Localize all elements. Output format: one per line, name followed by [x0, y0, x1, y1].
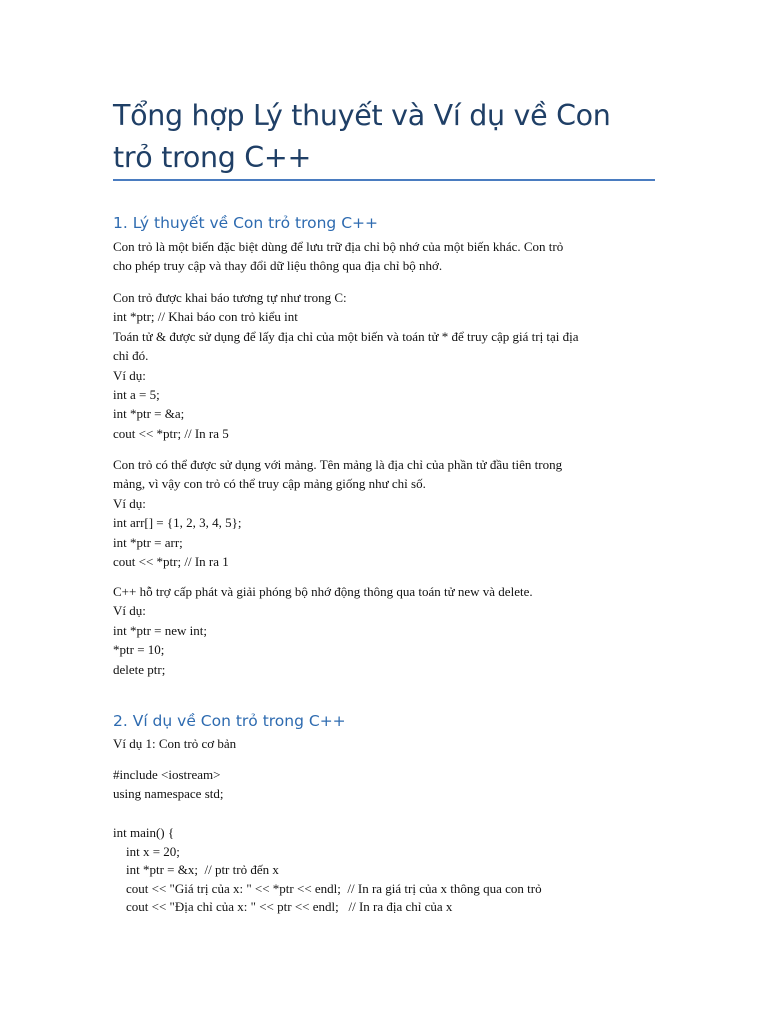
- code-line: int x = 20;: [113, 843, 180, 859]
- text-line: delete ptr;: [113, 661, 166, 677]
- text-line: C++ hỗ trợ cấp phát và giải phóng bộ nhớ động thông qua toán tử new và delete.: [113, 584, 533, 599]
- code-main-block: [113, 824, 655, 917]
- text-line: Ví dụ:: [113, 367, 146, 383]
- text-line: cout << *ptr; // In ra 5: [113, 425, 229, 441]
- code-line: #include <iostream>: [113, 767, 221, 782]
- text-line: Con trỏ có thể được sử dụng với mảng. Tên mảng là địa chỉ của phần tử đầu tiên trong: [113, 457, 563, 472]
- text-line: Ví dụ 1: Con trỏ cơ bản: [113, 736, 237, 751]
- text-line: int *ptr = new int;: [113, 622, 207, 638]
- code-include-block: [113, 766, 655, 803]
- section-2-heading: 2. Ví dụ về Con trỏ trong C++: [113, 712, 346, 730]
- section-1-paragraph-2: [113, 288, 655, 443]
- text-line: cho phép truy cập và thay đổi dữ liệu thông qua địa chỉ bộ nhớ.: [113, 258, 443, 274]
- text-line: int arr[] = {1, 2, 3, 4, 5};: [113, 515, 242, 531]
- code-line: cout << "Giá trị của x: " << *ptr << endl; // In ra giá trị của x thông qua con trỏ: [113, 880, 542, 896]
- example-1-label: [113, 734, 655, 753]
- text-line: int *ptr = arr;: [113, 534, 183, 550]
- code-line: int main() {: [113, 825, 175, 840]
- text-line: int *ptr; // Khai báo con trỏ kiểu int: [113, 309, 298, 325]
- section-1-heading: 1. Lý thuyết về Con trỏ trong C++: [113, 214, 378, 232]
- text-line: Con trỏ được khai báo tương tự như trong C:: [113, 290, 347, 305]
- text-line: Con trỏ là một biến đặc biệt dùng để lưu trữ địa chỉ bộ nhớ của một biến khác. Con trỏ: [113, 239, 564, 254]
- section-1-paragraph-3: [113, 455, 655, 571]
- code-line: using namespace std;: [113, 785, 224, 801]
- text-line: int *ptr = &a;: [113, 406, 185, 422]
- text-line: int a = 5;: [113, 387, 160, 403]
- text-line: Toán tử & được sử dụng để lấy địa chỉ của một biến và toán tử * để truy cập giá trị tại địa: [113, 328, 579, 344]
- code-line: int *ptr = &x; // ptr trỏ đến x: [113, 862, 279, 877]
- text-line: mảng, vì vậy con trỏ có thể truy cập mảng giống như chỉ số.: [113, 476, 426, 492]
- text-line: Ví dụ:: [113, 603, 146, 619]
- text-line: Ví dụ:: [113, 495, 146, 511]
- section-1-paragraph-1: [113, 237, 655, 276]
- code-line: cout << "Địa chỉ của x: " << ptr << endl; // In ra địa chỉ của x: [113, 899, 453, 914]
- title-divider: [113, 179, 655, 181]
- text-line: cout << *ptr; // In ra 1: [113, 554, 229, 570]
- section-1-paragraph-4: [113, 582, 655, 679]
- text-line: chỉ đó.: [113, 348, 149, 364]
- text-line: *ptr = 10;: [113, 642, 165, 658]
- document-title: Tổng hợp Lý thuyết và Ví dụ về Con trỏ trong C++: [113, 99, 611, 174]
